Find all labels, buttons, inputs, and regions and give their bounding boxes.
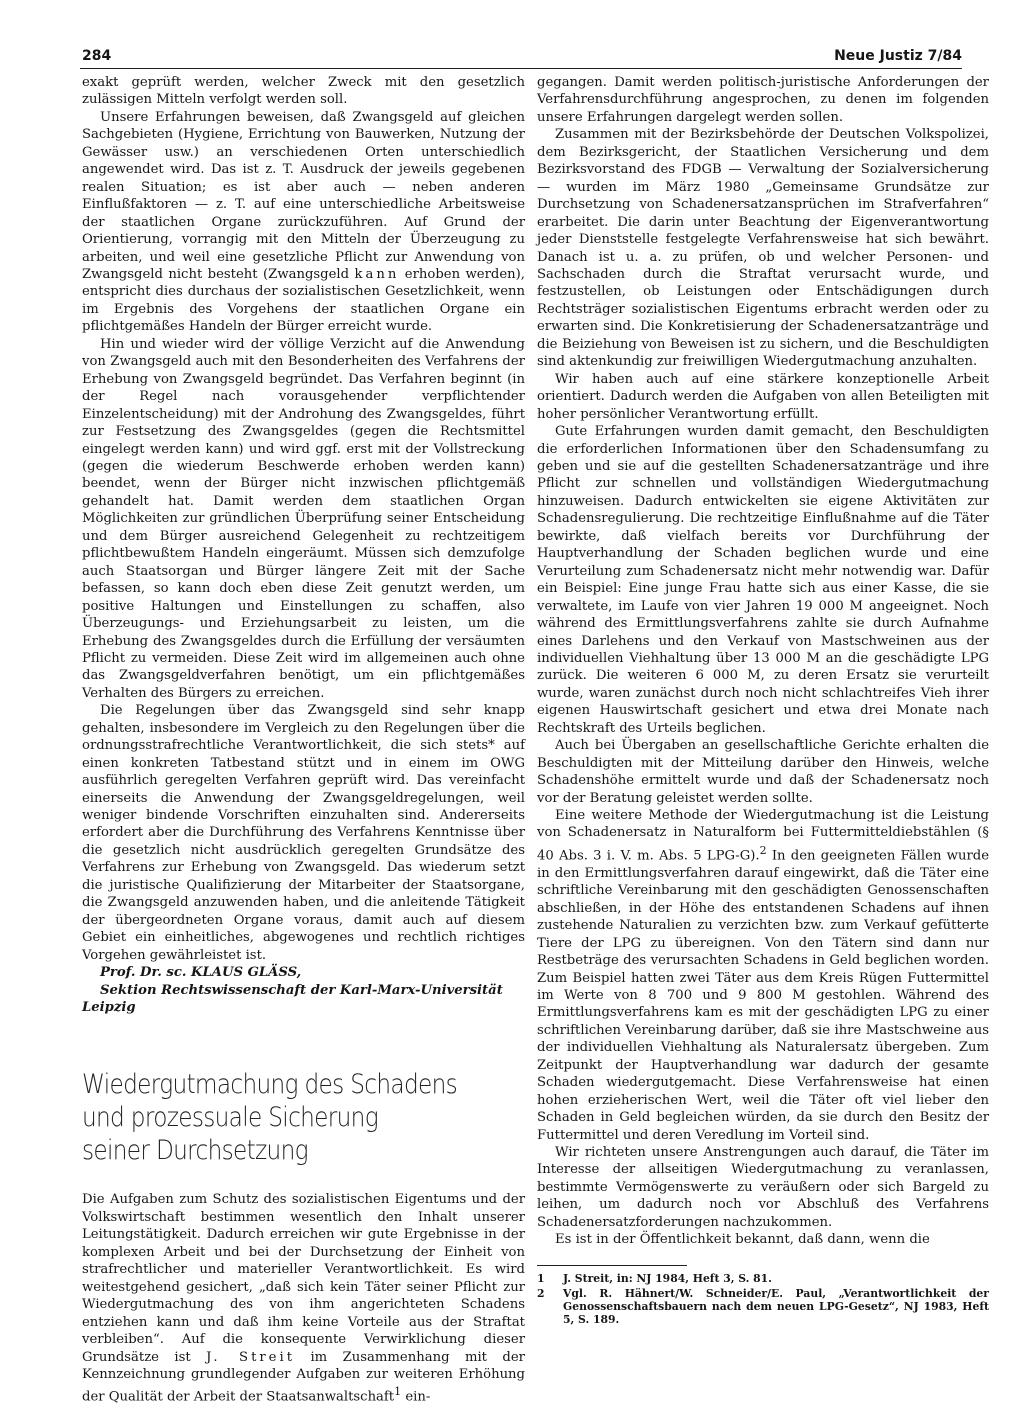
paragraph-text: Eine weitere Methode der Wiedergutmachung ist die Leistung von Schadenersatz in Naturalform bei Futtermitteldiebstählen (§ 40 Abs. 3 i. V. m. Abs. 5 LPG-G). xyxy=(537,808,989,864)
paragraph-text: erhoben werden), entspricht dies durchaus der sozialistischen Gesetzlichkeit, wenn im Ergebnis des Vorgehens der staatlichen Organe ein pflichtgemäßes Handeln der Bürger erreicht wurde. xyxy=(82,266,525,335)
footnote-ref: 1 xyxy=(394,1385,402,1399)
headline-line: und prozessuale Sicherung xyxy=(82,1102,378,1134)
paragraph-text: In den geeigneten Fällen wurde in den Ermittlungsverfahren darauf eingewirkt, daß die Täter eine schriftliche Vereinbarung mit den geschädigten Genossenschaften abschließen, in der Höhe des entstandenen Schadens auf ihnen zustehende Naturalien zu verzichten bzw. zum Verkauf gefütterte Tiere der LPG zu übereignen. Von den Tätern sind dann nur Restbeträge des verursachten Schadens in Geld beglichen worden. Zum Beispiel hatten zwei Täter aus dem Kreis Rügen Futtermittel im Werte von 8 700 und 9 800 M gestohlen. Während des Ermittlungsverfahrens kam es mit der geschädigten LPG zu einer schriftlichen Vereinbarung darüber, daß sie ihre Mastschweine aus der individuellen Viehhaltung als Naturalersatz übergeben. Zum Zeitpunkt der Hauptverhandlung war dadurch der gesamte Schaden wiedergutgemacht. Diese Verfahrensweise hat einen hohen erzieherischen Wert, weil die Täter oft viel lieber den Schaden in Geld begleichen würden, da sie durch den Besitz der Futtermittel und deren Veredlung im Vorteil sind. xyxy=(537,848,990,1143)
footnote-text: J. Streit, in: NJ 1984, Heft 3, S. 81. xyxy=(563,1271,772,1285)
footnote-number: 2 xyxy=(537,1286,545,1300)
footnote xyxy=(537,1287,989,1326)
footnote-ref: 2 xyxy=(759,843,767,857)
right-column xyxy=(537,74,989,1340)
paragraph-text: Unsere Erfahrungen beweisen, daß Zwangsgeld auf gleichen Sachgebieten (Hygiene, Errichtung von Bauwerken, Nutzung der Gewässer usw.) an verschiedenen Orten unterschiedlich angewendet wird. Das ist z. T. Ausdruck der jeweils gegebenen realen Situation; es ist aber auch — neben anderen Einflußfaktoren — z. T. auf eine unterschiedliche Arbeitsweise der staatlichen Organe zurückzuführen. Auf Grund der Orientierung, vorrangig mit den Mitteln der Überzeugung zu arbeiten, und weil eine gesetzliche Pflicht zur Anwendung von Zwangsgeld nicht besteht (Zwangsgeld xyxy=(82,109,525,282)
emphasis-text: kann xyxy=(354,266,400,282)
paragraph: Zusammen mit der Bezirksbehörde der Deutschen Volkspolizei, dem Bezirksgericht, der Staatlichen Versicherung und dem Bezirksvorstand des FDGB — Verwaltung der Sozialversicherung — wurden im März 1980 „Gemeinsame Grundsätze zur Durchsetzung von Schadenersatzansprüchen im Strafverfahren“ erarbeitet. Die darin unter Beachtung der Eigenverantwortung jeder Dienststelle festgelegte Verfahrensweise hat sich bewährt. Danach ist u. a. zu prüfen, ob und welcher Personen- und Sachschaden durch die Straftat verursacht wurde, und festzustellen, ob Leistungen oder Entschädigungen durch Rechtsträger sozialistischen Eigentums erbracht werden oder zu erwarten sind. Die Konkretisierung der Schadenersatzanträge und die Beiziehung von Beweisen ist zu sichern, und die Beschuldigten sind aktenkundig zur freiwilligen Wiedergutmachung anzuhalten. xyxy=(537,127,989,370)
article-headline xyxy=(82,1068,463,1167)
headline-line: seiner Durchsetzung xyxy=(82,1135,308,1167)
paragraph: Es ist in der Öffentlichkeit bekannt, daß dann, wenn die xyxy=(555,1232,930,1248)
paragraph: Wir haben auch auf eine stärkere konzeptionelle Arbeit orientiert. Dadurch werden die Aufgaben von allen Beteiligten mit hoher persönlicher Verantwortung erfüllt. xyxy=(537,371,989,422)
author-affiliation: Sektion Rechtswissenschaft der Karl-Marx-Universität Leipzig xyxy=(82,982,503,1016)
paragraph: Wir richteten unsere Anstrengungen auch darauf, die Täter im Interesse der allseitigen Wiedergutmachung zu veranlassen, bestimmte Vermögenswerte zu veräußern oder sich Bargeld zu leihen, um dadurch noch vor Abschluß des Verfahrens Schadenersatzforderungen nachzukommen. xyxy=(537,1145,989,1230)
author-name: Prof. Dr. sc. KLAUS GLÄSS, xyxy=(100,965,302,981)
paragraph: Die Regelungen über das Zwangsgeld sind sehr knapp gehalten, insbesondere im Vergleich zu den Regelungen über die ordnungsstrafrechtliche Verantwortlichkeit, die sich stets* auf einen konkreten Tatbestand stützt und in einem im OWG ausführlich geregelten Verfahren geprüft wird. Das vereinfacht einerseits die Anwendung der Zwangsgeldregelungen, weil weniger bindende Vorschriften einzuhalten sind. Andererseits erfordert aber die Durchführung des Verfahrens Kenntnisse über die gesetzlich nicht ausdrücklich geregelten Grundsätze des Verfahrens zur Erhebung von Zwangsgeld. Das wiederum setzt die juristische Qualifizierung der Mitarbeiter der Staatsorgane, die Zwangsgeld anzuwenden haben, und die anleitende Tätigkeit der übergeordneten Organe voraus, damit auch auf diesem Gebiet ein einheitliches, abgewogenes und rechtlich richtiges Vorgehen gewährleistet ist. xyxy=(82,703,525,963)
emphasis-text: J. Streit xyxy=(206,1349,295,1365)
footnote-text: Vgl. R. Hähnert/W. Schneider/E. Paul, „Verantwortlichkeit der Genossenschaftsbauern nach dem neuen LPG-Gesetz“, NJ 1983, Heft 5, S. 189. xyxy=(563,1286,989,1326)
journal-issue: Neue Justiz 7/84 xyxy=(834,48,962,64)
paragraph-text: im Zusammenhang mit der Kennzeichnung grundlegender Aufgaben zur weiteren Erhöhung der Qualität der Arbeit der Staatsanwaltschaft xyxy=(82,1349,525,1405)
paragraph xyxy=(537,807,989,1144)
paragraph: Hin und wieder wird der völlige Verzicht auf die Anwendung von Zwangsgeld auch mit den Besonderheiten des Verfahrens der Erhebung von Zwangsgeld begründet. Das Verfahren beginnt (in der Regel nach vorausgehender verpflichtender Einzelentscheidung) mit der Androhung des Zwangsgeldes, führt zur Festsetzung des Zwangsgeldes (gegen die Rechtsmittel eingelegt werden kann) und wird ggf. erst mit der Vollstreckung (gegen die wiederum Beschwerde erhoben werden kann) beendet, wenn der Bürger nicht inzwischen pflichtgemäß gehandelt hat. Damit werden dem staatlichen Organ Möglichkeiten zur gründlichen Überprüfung seiner Entscheidung und dem Bürger ausreichend Gelegenheit zu rechtzeitigem pflichtbewußtem Handeln eingeräumt. Müssen sich demzufolge auch Staatsorgan und Bürger längere Zeit mit der Sache befassen, so kann doch eben diese Zeit genutzt werden, um positive Haltungen und Einstellungen zu schaffen, also Überzeugungs- und Erziehungsarbeit zu leisten, um die Erhebung des Zwangsgeldes durch die Erfüllung der versäumten Pflicht zu vermeiden. Diese Zeit wird im allgemeinen auch ohne das Zwangsgeldverfahren benötigt, um ein pflichtgemäßes Verhalten des Bürgers zu erreichen. xyxy=(82,336,525,701)
paragraph: gegangen. Damit werden politisch-juristische Anforderungen der Verfahrensdurchführung angesprochen, zu denen im folgenden unsere Erfahrungen dargelegt werden sollen. xyxy=(537,75,989,125)
page-number: 284 xyxy=(82,48,112,64)
headline-line: Wiedergutmachung des Schadens xyxy=(82,1069,458,1101)
paragraph: Auch bei Übergaben an gesellschaftliche Gerichte erhalten die Beschuldigten mit der Mitteilung darüber den Hinweis, welche Schadenshöhe ermittelt wurde und daß der Schadenersatz noch vor der Beratung geleistet werden sollte. xyxy=(537,738,989,806)
paragraph: exakt geprüft werden, welcher Zweck mit den gesetzlich zulässigen Mitteln verfolgt werden soll. xyxy=(82,75,525,108)
paragraph-text: Die Aufgaben zum Schutz des sozialistischen Eigentums und der Volkswirtschaft bestimmen wesentlich den Inhalt unserer Leitungstätigkeit. Dadurch erreichen wir gute Ergebnisse in der komplexen Arbeit und bei der Durchsetzung der Einheit von strafrechtlicher und materieller Verantwortlichkeit. Es wird weitestgehend gesichert, „daß sich kein Täter seiner Pflicht zur Wiedergutmachung des von ihm angerichteten Schadens entziehen kann und daß ihm keine Vorteile aus der Straftat verbleiben“. Auf die konsequente Verwirklichung dieser Grundsätze ist xyxy=(82,1192,525,1365)
header-rule xyxy=(80,68,962,69)
paragraph: Gute Erfahrungen wurden damit gemacht, den Beschuldigten die erforderlichen Informationen über den Schadensumfang zu geben und sie auf die gestellten Schadenersatzanträge und ihre Pflicht zur schnellen und vollständigen Wiedergutmachung hinzuweisen. Dadurch entwickelten sie eigene Aktivitäten zur Schadensregulierung. Die rechtzeitige Einflußnahme auf die Täter bewirkte, daß vielfach bereits vor Durchführung der Hauptverhandlung der Schaden beglichen wurde und eine Verurteilung zum Schadenersatz nicht mehr notwendig war. Dafür ein Beispiel: Eine junge Frau hatte sich aus einer Kasse, die sie verwaltete, im Laufe von vier Jahren 19 000 M angeeignet. Noch während des Ermittlungsverfahrens zahlte sie durch Aufnahme eines Darlehens und den Verkauf von Mastschweinen aus der individuellen Viehhaltung über 13 000 M an die geschädigte LPG zurück. Die weiteren 6 000 M, zu deren Ersatz sie verurteilt wurde, waren zunächst durch noch nicht schlachtreifes Vieh ihrer eigenen Hauswirtschaft gesichert und etwa drei Monate nach Rechtskraft des Urteils beglichen. xyxy=(537,424,989,736)
footnote-number: 1 xyxy=(537,1271,545,1285)
paragraph xyxy=(82,109,525,336)
footnote xyxy=(537,1272,989,1285)
paragraph-text: ein- xyxy=(405,1389,431,1405)
paragraph xyxy=(82,1191,525,1406)
left-column xyxy=(82,74,525,1405)
footnote-rule xyxy=(537,1265,687,1266)
